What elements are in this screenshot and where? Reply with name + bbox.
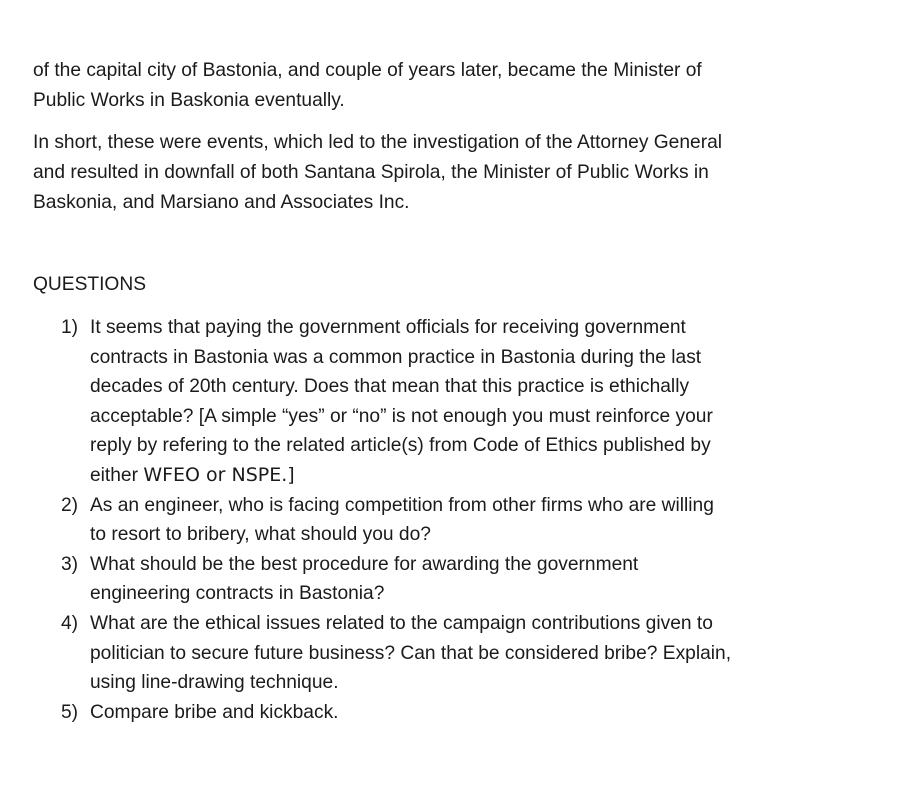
question-number: 1) <box>61 317 79 338</box>
question-line: politician to secure future business? Can that be considered bribe? Explain, <box>90 642 732 664</box>
question-line: decades of 20th century. Does that mean that this practice is ethichally <box>90 376 690 398</box>
question-line: Compare bribe and kickback. <box>90 701 339 723</box>
question-line <box>90 461 851 491</box>
questions-list <box>61 313 851 727</box>
question-number: 5) <box>61 701 79 723</box>
question-line: using line-drawing technique. <box>90 672 339 694</box>
text-line: In short, these were events, which led to the investigation of the Attorney General <box>33 132 723 153</box>
text-line: Public Works in Baskonia eventually. <box>33 90 345 111</box>
question-line: What should be the best procedure for awarding the government <box>90 553 639 575</box>
paragraph-continuation <box>33 56 702 116</box>
question-item <box>61 609 851 698</box>
question-line: reply by refering to the related article(s) from Code of Ethics published by <box>90 435 711 457</box>
question-line-prefix: either <box>90 464 144 486</box>
questions-heading: QUESTIONS <box>33 274 147 295</box>
question-number: 3) <box>61 553 79 575</box>
question-line: acceptable? [A simple “yes” or “no” is not enough you must reinforce your <box>90 405 713 427</box>
question-line: It seems that paying the government officials for receiving government <box>90 317 686 338</box>
question-item <box>61 698 851 728</box>
question-item <box>61 550 851 609</box>
question-item <box>61 313 851 491</box>
paragraph-summary <box>33 128 722 218</box>
question-line: engineering contracts in Bastonia? <box>90 583 385 605</box>
question-line: contracts in Bastonia was a common practice in Bastonia during the last <box>90 346 702 368</box>
question-item <box>61 491 851 550</box>
question-number: 4) <box>61 612 79 634</box>
text-line: of the capital city of Bastonia, and couple of years later, became the Minister of <box>33 60 702 81</box>
question-line: As an engineer, who is facing competition from other firms who are willing <box>90 494 714 516</box>
question-line-suffix: WFEO or NSPE.] <box>143 463 295 486</box>
question-line: to resort to bribery, what should you do? <box>90 524 431 546</box>
text-line: Baskonia, and Marsiano and Associates Inc. <box>33 192 410 213</box>
question-line: What are the ethical issues related to the campaign contributions given to <box>90 612 713 634</box>
question-number: 2) <box>61 494 79 516</box>
text-line: and resulted in downfall of both Santana Spirola, the Minister of Public Works in <box>33 162 709 183</box>
